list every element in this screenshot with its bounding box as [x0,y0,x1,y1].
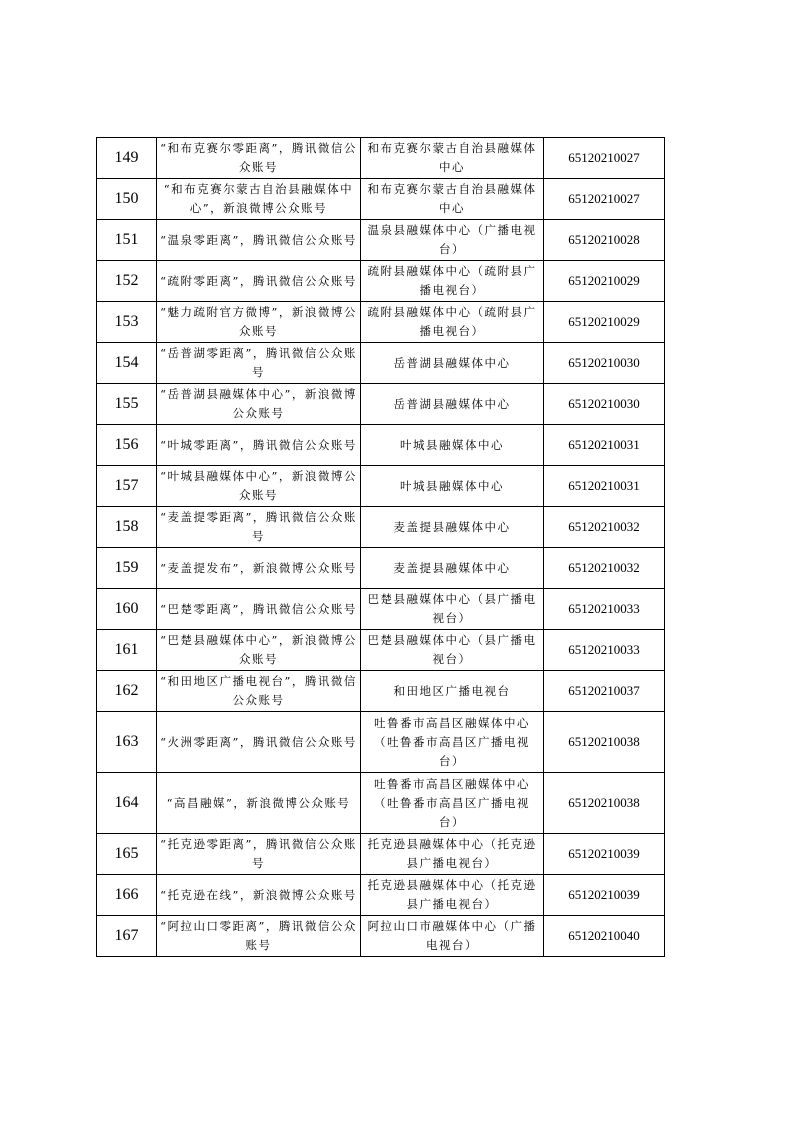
license-code: 65120210032 [544,548,665,589]
table-row [97,589,665,630]
row-number: 165 [97,834,157,875]
account-name: “阿拉山口零距离”，腾讯微信公众账号 [157,916,361,957]
table-row [97,179,665,220]
license-code: 65120210038 [544,773,665,834]
organization-name: 和布克赛尔蒙古自治县融媒体中心 [361,179,544,220]
table-row [97,220,665,261]
registration-table [96,137,665,957]
account-name: “叶城县融媒体中心”，新浪微博公众账号 [157,466,361,507]
organization-name: 疏附县融媒体中心（疏附县广播电视台） [361,261,544,302]
license-code: 65120210039 [544,834,665,875]
license-code: 65120210029 [544,261,665,302]
organization-name: 岳普湖县融媒体中心 [361,343,544,384]
row-number: 153 [97,302,157,343]
table-body [97,138,665,957]
table-row [97,384,665,425]
account-name: “魅力疏附官方微博”，新浪微博公众账号 [157,302,361,343]
account-name: “托克逊在线”，新浪微博公众账号 [157,875,361,916]
organization-name: 吐鲁番市高昌区融媒体中心（吐鲁番市高昌区广播电视台） [361,773,544,834]
organization-name: 和布克赛尔蒙古自治县融媒体中心 [361,138,544,179]
license-code: 65120210040 [544,916,665,957]
license-code: 65120210039 [544,875,665,916]
license-code: 65120210033 [544,589,665,630]
license-code: 65120210032 [544,507,665,548]
account-name: “高昌融媒”，新浪微博公众账号 [157,773,361,834]
organization-name: 温泉县融媒体中心（广播电视台） [361,220,544,261]
row-number: 164 [97,773,157,834]
organization-name: 叶城县融媒体中心 [361,466,544,507]
row-number: 161 [97,630,157,671]
row-number: 162 [97,671,157,712]
account-name: “和布克赛尔零距离”，腾讯微信公众账号 [157,138,361,179]
row-number: 163 [97,712,157,773]
account-name: “和布克赛尔蒙古自治县融媒体中心”，新浪微博公众账号 [157,179,361,220]
row-number: 156 [97,425,157,466]
account-name: “麦盖提发布”，新浪微博公众账号 [157,548,361,589]
organization-name: 巴楚县融媒体中心（县广播电视台） [361,630,544,671]
account-name: “岳普湖县融媒体中心”，新浪微博公众账号 [157,384,361,425]
license-code: 65120210031 [544,466,665,507]
license-code: 65120210030 [544,343,665,384]
table-row [97,302,665,343]
table-row [97,425,665,466]
organization-name: 托克逊县融媒体中心（托克逊县广播电视台） [361,834,544,875]
organization-name: 和田地区广播电视台 [361,671,544,712]
row-number: 154 [97,343,157,384]
table-row [97,466,665,507]
table-row [97,261,665,302]
table-row [97,343,665,384]
organization-name: 阿拉山口市融媒体中心（广播电视台） [361,916,544,957]
license-code: 65120210033 [544,630,665,671]
table-row [97,712,665,773]
license-code: 65120210029 [544,302,665,343]
organization-name: 疏附县融媒体中心（疏附县广播电视台） [361,302,544,343]
organization-name: 岳普湖县融媒体中心 [361,384,544,425]
account-name: “疏附零距离”，腾讯微信公众账号 [157,261,361,302]
table-row [97,916,665,957]
organization-name: 叶城县融媒体中心 [361,425,544,466]
license-code: 65120210027 [544,138,665,179]
row-number: 160 [97,589,157,630]
row-number: 150 [97,179,157,220]
account-name: “巴楚零距离”，腾讯微信公众账号 [157,589,361,630]
organization-name: 麦盖提县融媒体中心 [361,548,544,589]
table-row [97,507,665,548]
account-name: “和田地区广播电视台”，腾讯微信公众账号 [157,671,361,712]
row-number: 149 [97,138,157,179]
table-row [97,834,665,875]
row-number: 152 [97,261,157,302]
account-name: “麦盖提零距离”，腾讯微信公众账号 [157,507,361,548]
account-name: “托克逊零距离”，腾讯微信公众账号 [157,834,361,875]
row-number: 159 [97,548,157,589]
row-number: 157 [97,466,157,507]
license-code: 65120210038 [544,712,665,773]
license-code: 65120210027 [544,179,665,220]
account-name: “叶城零距离”，腾讯微信公众账号 [157,425,361,466]
organization-name: 吐鲁番市高昌区融媒体中心（吐鲁番市高昌区广播电视台） [361,712,544,773]
row-number: 158 [97,507,157,548]
organization-name: 麦盖提县融媒体中心 [361,507,544,548]
license-code: 65120210037 [544,671,665,712]
account-name: “温泉零距离”，腾讯微信公众账号 [157,220,361,261]
account-name: “岳普湖零距离”，腾讯微信公众账号 [157,343,361,384]
license-code: 65120210031 [544,425,665,466]
table-row [97,138,665,179]
row-number: 166 [97,875,157,916]
account-name: “巴楚县融媒体中心”，新浪微博公众账号 [157,630,361,671]
row-number: 167 [97,916,157,957]
row-number: 151 [97,220,157,261]
table-row [97,630,665,671]
table-row [97,548,665,589]
account-name: “火洲零距离”，腾讯微信公众账号 [157,712,361,773]
table-row [97,875,665,916]
license-code: 65120210028 [544,220,665,261]
table-row [97,773,665,834]
license-code: 65120210030 [544,384,665,425]
organization-name: 巴楚县融媒体中心（县广播电视台） [361,589,544,630]
table-row [97,671,665,712]
organization-name: 托克逊县融媒体中心（托克逊县广播电视台） [361,875,544,916]
row-number: 155 [97,384,157,425]
